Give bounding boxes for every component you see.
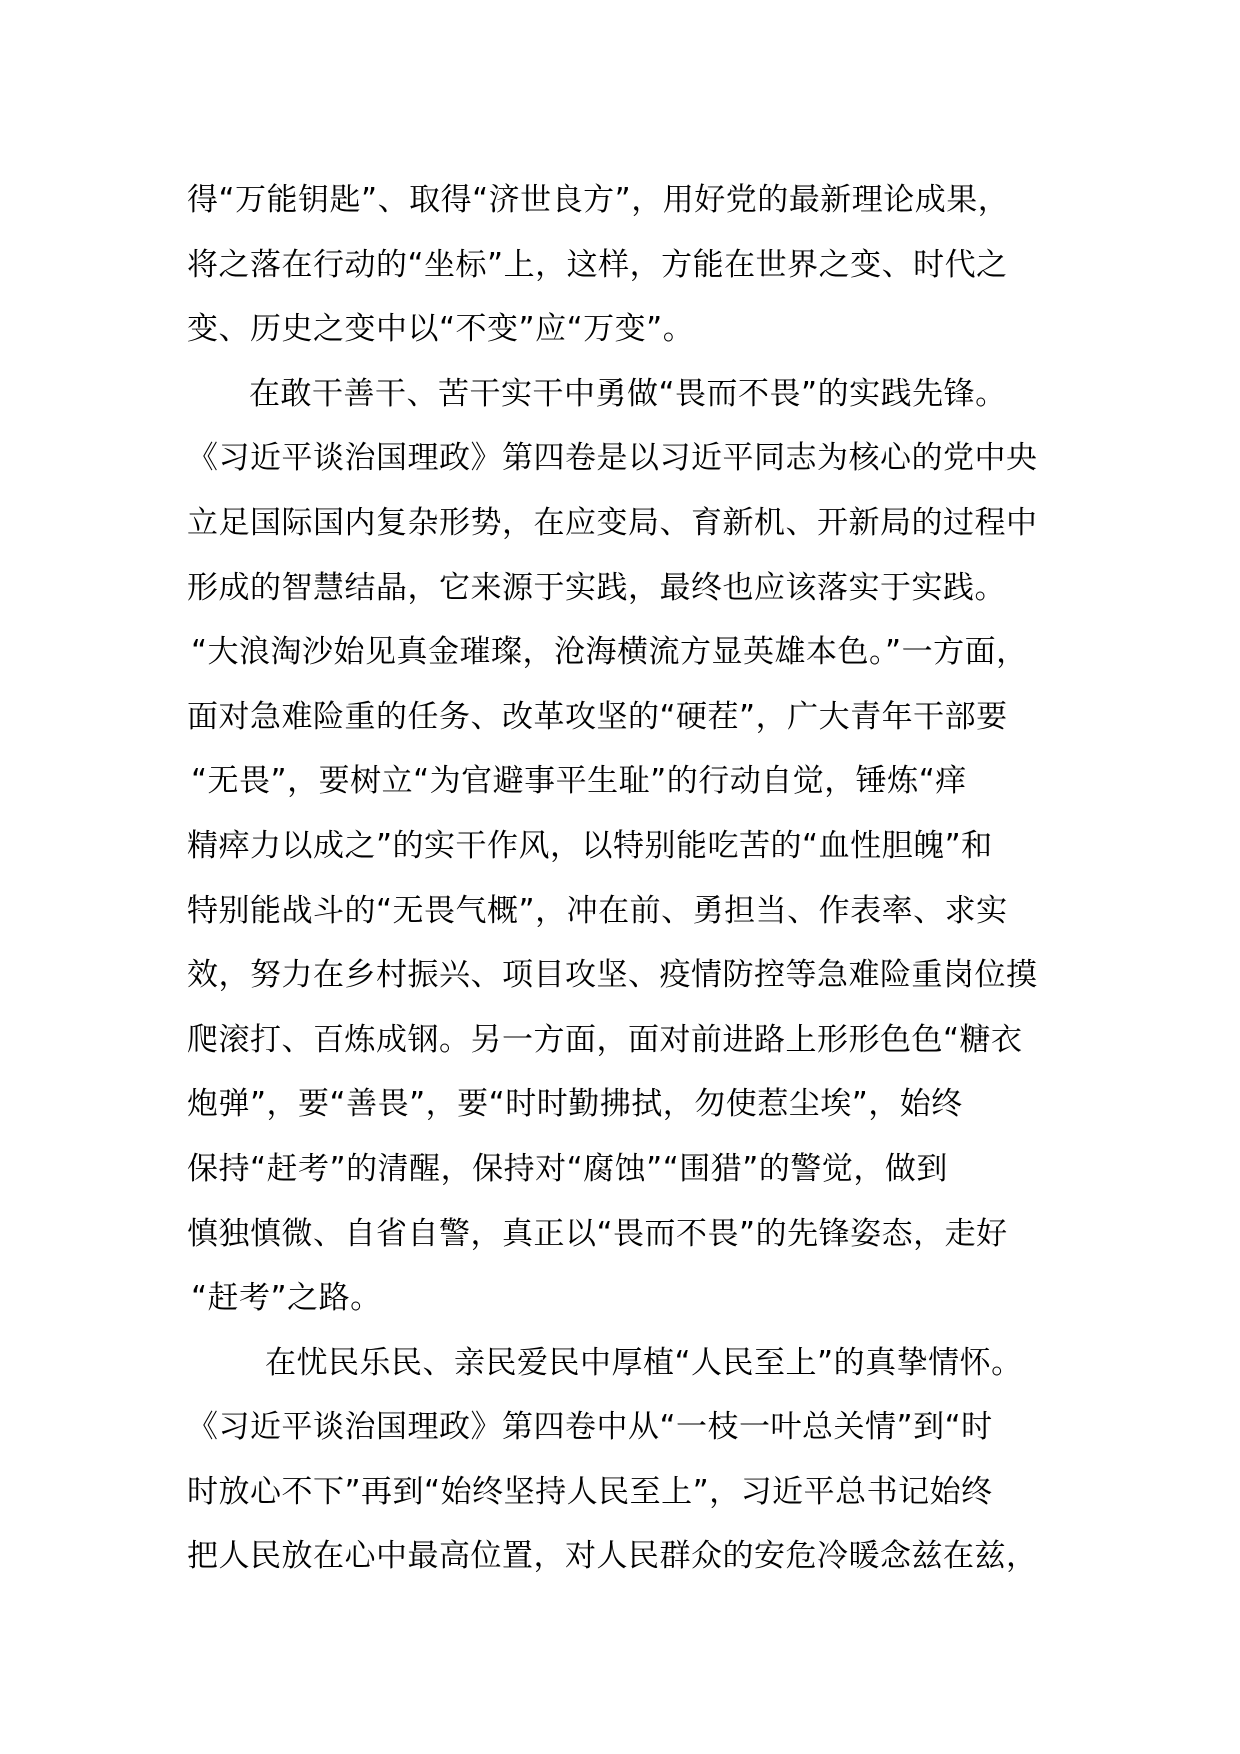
text-line: 特别能战斗的“无畏气概”，冲在前、勇担当、作表率、求实 — [187, 892, 1008, 929]
text-line: 爬滚打、百炼成钢。另一方面，面对前进路上形形色色“糖衣 — [187, 1021, 1023, 1058]
text-line: 保持“赶考”的清醒，保持对“腐蚀”“围猎”的警觉，做到 — [187, 1150, 948, 1187]
text-line: 面对急难险重的任务、改革攻坚的“硬茬”，广大青年干部要 — [187, 698, 1008, 735]
text-line: “赶考”之路。 — [191, 1280, 382, 1317]
text-line: 精瘁力以成之”的实干作风，以特别能吃苦的“血性胆魄”和 — [187, 827, 993, 864]
text-line: “无畏”，要树立“为官避事平生耻”的行动自觉，锤炼“痒 — [191, 763, 967, 800]
text-line: 炮弹”，要“善畏”，要“时时勤拂拭，勿使惹尘埃”，始终 — [187, 1086, 963, 1123]
text-line: 时放心不下”再到“始终坚持人民至上”，习近平总书记始终 — [187, 1473, 993, 1510]
text-line: 《习近平谈治国理政》第四卷是以习近平同志为核心的党中央 — [187, 440, 1038, 477]
text-line: 得“万能钥匙”、取得“济世良方”，用好党的最新理论成果， — [187, 182, 1010, 218]
text-line: “大浪淘沙始见真金璀璨，沧海横流方显英雄本色。”一方面， — [191, 634, 1028, 671]
text-line: 《习近平谈治国理政》第四卷中从“一枝一叶总关情”到“时 — [187, 1409, 993, 1446]
text-line: 立足国际国内复杂形势，在应变局、育新机、开新局的过程中 — [187, 504, 1038, 541]
paragraph-heading-line: 在敢干善干、苦干实干中勇做“畏而不畏”的实践先锋。 — [249, 375, 1007, 412]
text-line: 慎独慎微、自省自警，真正以“畏而不畏”的先锋姿态，走好 — [187, 1215, 1008, 1252]
text-line: 把人民放在心中最高位置，对人民群众的安危冷暖念兹在兹， — [187, 1538, 1038, 1575]
text-line: 形成的智慧结晶，它来源于实践，最终也应该落实于实践。 — [187, 569, 1006, 606]
text-line: 将之落在行动的“坐标”上，这样，方能在世界之变、时代之 — [187, 246, 1008, 283]
body-text — [187, 168, 1067, 1589]
text-line: 效，努力在乡村振兴、项目攻坚、疫情防控等急难险重岗位摸 — [187, 957, 1038, 994]
text-line: 变、历史之变中以“不变”应“万变”。 — [187, 311, 695, 348]
paragraph-heading-line: 在忧民乐民、亲民爱民中厚植“人民至上”的真挚情怀。 — [265, 1344, 1023, 1381]
